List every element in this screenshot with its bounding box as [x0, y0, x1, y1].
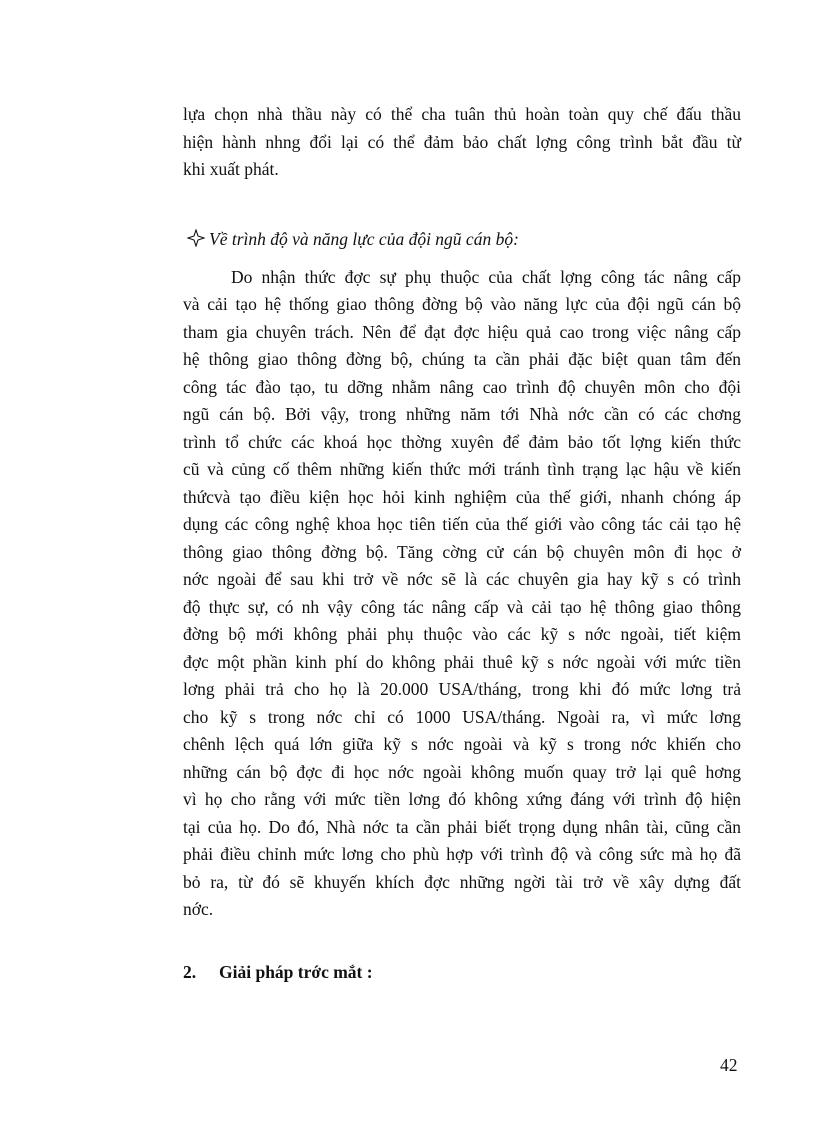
section-number: 2.: [183, 962, 197, 982]
text-line: cũ và củng cố thêm những kiến thức mới tránh tình trạng lạc hậu về kiến: [183, 459, 741, 479]
text-line: thứcvà tạo điều kiện học hỏi kinh nghiệm của thế giới, nhanh chóng áp: [183, 487, 741, 507]
subheading-text: Về trình độ và năng lực của đội ngũ cán bộ:: [209, 229, 519, 249]
text-line: vì họ cho rằng với mức tiền lơng đó không xứng đáng với trình độ hiện: [183, 789, 741, 809]
text-line: nớc ngoài để sau khi trở về nớc sẽ là các chuyên gia hay kỹ s có trình: [183, 569, 741, 589]
text-line: tại của họ. Do đó, Nhà nớc ta cần phải biết trọng dụng nhân tài, cũng cần: [183, 817, 741, 837]
text-line: những cán bộ đợc đi học nớc ngoài không muốn quay trở lại quê hơng: [183, 762, 741, 782]
text-line: Do nhận thức đợc sự phụ thuộc của chất lợng công tác nâng cấp: [231, 267, 741, 287]
text-line: lơng phải trả cho họ là 20.000 USA/tháng, trong khi đó mức lơng trả: [183, 679, 741, 699]
text-line: độ thực sự, có nh vậy công tác nâng cấp và cải tạo hệ thông giao thông: [183, 597, 741, 617]
text-line: chênh lệch quá lớn giữa kỹ s nớc ngoài và kỹ s trong nớc khiến cho: [183, 734, 741, 754]
text-line: hệ thông giao thông đờng bộ, chúng ta cần phải đặc biệt quan tâm đến: [183, 349, 741, 369]
text-line: bỏ ra, từ đó sẽ khuyến khích đợc những ngời tài trở về xây dựng đất: [183, 872, 741, 892]
text-line: công tác đào tạo, tu dỡng nhằm nâng cao trình độ chuyên môn cho đội: [183, 377, 741, 397]
text-line: đờng bộ mới không phải phụ thuộc vào các kỹ s nớc ngoài, tiết kiệm: [183, 624, 741, 644]
text-line: phải điều chỉnh mức lơng cho phù hợp với trình độ và công sức mà họ đã: [183, 844, 741, 864]
text-line: nớc.: [183, 899, 214, 919]
section-title: Giải pháp trớc mắt :: [219, 962, 373, 982]
text-line: hiện hành nhng đổi lại có thể đảm bảo chất lợng công trình bắt đầu từ: [183, 132, 741, 152]
subheading: [187, 228, 519, 252]
text-line: dụng các công nghệ khoa học tiên tiến của thế giới vào công tác cải tạo hệ: [183, 514, 741, 534]
text-line: lựa chọn nhà thầu này có thể cha tuân thủ hoàn toàn quy chế đấu thầu: [183, 104, 741, 124]
text-line: ngũ cán bộ. Bởi vậy, trong những năm tới Nhà nớc cần có các chơng: [183, 404, 741, 424]
text-line: khi xuất phát.: [183, 159, 279, 179]
text-line: cho kỹ s trong nớc chỉ có 1000 USA/tháng. Ngoài ra, vì mức lơng: [183, 707, 741, 727]
text-line: trình tổ chức các khoá học thờng xuyên để đảm bảo tốt lợng kiến thức: [183, 432, 741, 452]
text-line: thông giao thông đờng bộ. Tăng cờng cử cán bộ chuyên môn đi học ở: [183, 542, 741, 562]
text-line: và cải tạo hệ thống giao thông đờng bộ vào năng lực của đội ngũ cán bộ: [183, 294, 741, 314]
page-number: 42: [720, 1055, 738, 1075]
text-line: đợc một phần kinh phí do không phải thuê kỹ s nớc ngoài với mức tiền: [183, 652, 741, 672]
text-line: tham gia chuyên trách. Nên để đạt đợc hiệu quả cao trong việc nâng cấp: [183, 322, 741, 342]
four-point-star-icon: [187, 229, 205, 252]
